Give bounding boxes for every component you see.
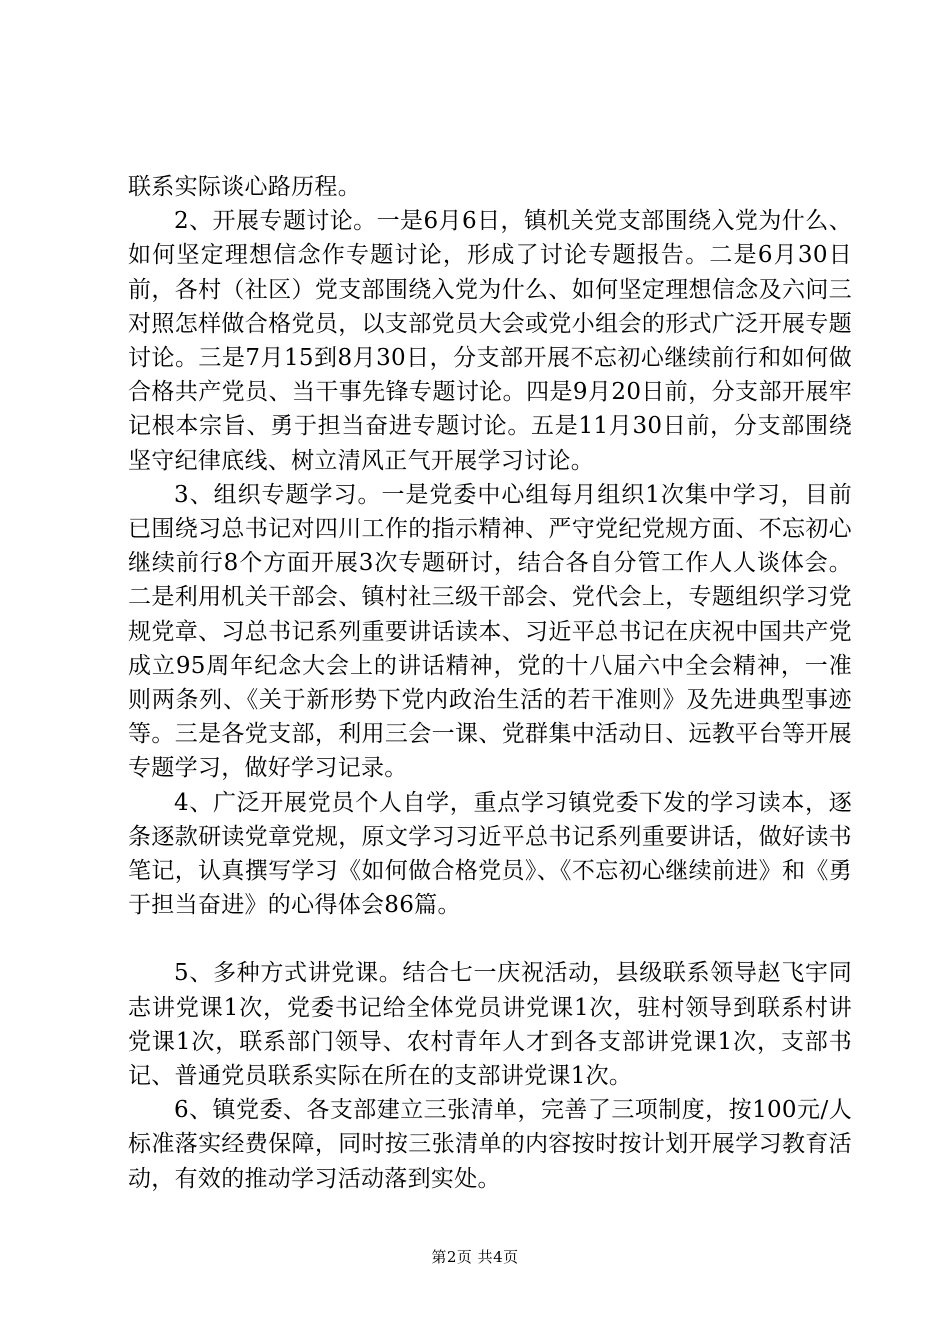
document-body	[128, 170, 852, 1196]
paragraph-party-lectures: 5、多种方式讲党课。结合七一庆祝活动，县级联系领导赵飞宇同志讲党课1次，党委书记给全体党员讲党课1次，驻村领导到联系村讲党课1次，联系部门领导、农村青年人才到各支部讲党课1次，支部书记、普通党员联系实际在所在的支部讲党课1次。	[128, 960, 852, 1090]
paragraph-self-study: 4、广泛开展党员个人自学，重点学习镇党委下发的学习读本，逐条逐款研读党章党规，原文学习习近平总书记系列重要讲话，做好读书笔记，认真撰写学习《如何做合格党员》、《不忘初心继续前进》和《勇于担当奋进》的心得体会86篇。	[128, 789, 852, 919]
paragraph-three-lists: 6、镇党委、各支部建立三张清单，完善了三项制度，按100元/人标准落实经费保障，同时按三张清单的内容按时按计划开展学习教育活动，有效的推动学习活动落到实处。	[128, 1097, 852, 1192]
paragraph-topic-study: 3、组织专题学习。一是党委中心组每月组织1次集中学习，目前已围绕习总书记对四川工作的指示精神、严守党纪党规方面、不忘初心继续前行8个方面开展3次专题研讨，结合各自分管工作人人谈体会。二是利用机关干部会、镇村社三级干部会、党代会上，专题组织学习党规党章、习总书记系列重要讲话读本、习近平总书记在庆祝中国共产党成立95周年纪念大会上的讲话精神，党的十八届六中全会精神，一准则两条列、《关于新形势下党内政治生活的若干准则》及先进典型事迹等。三是各党支部，利用三会一课、党群集中活动日、远教平台等开展专题学习，做好学习记录。	[128, 481, 852, 782]
paragraph-topic-discussion: 2、开展专题讨论。一是6月6日，镇机关党支部围绕入党为什么、如何坚定理想信念作专题讨论，形成了讨论专题报告。二是6月30日前，各村（社区）党支部围绕入党为什么、如何坚定理想信念及六问三对照怎样做合格党员，以支部党员大会或党小组会的形式广泛开展专题讨论。三是7月15到8月30日，分支部开展不忘初心继续前行和如何做合格共产党员、当干事先锋专题讨论。四是9月20日前，分支部开展牢记根本宗旨、勇于担当奋进专题讨论。五是11月30日前，分支部围绕坚守纪律底线、树立清风正气开展学习讨论。	[128, 208, 852, 474]
paragraph-continuation: 联系实际谈心路历程。	[128, 174, 361, 200]
page-footer: 第2页 共4页	[431, 1248, 519, 1266]
paragraph-gap	[128, 922, 852, 956]
